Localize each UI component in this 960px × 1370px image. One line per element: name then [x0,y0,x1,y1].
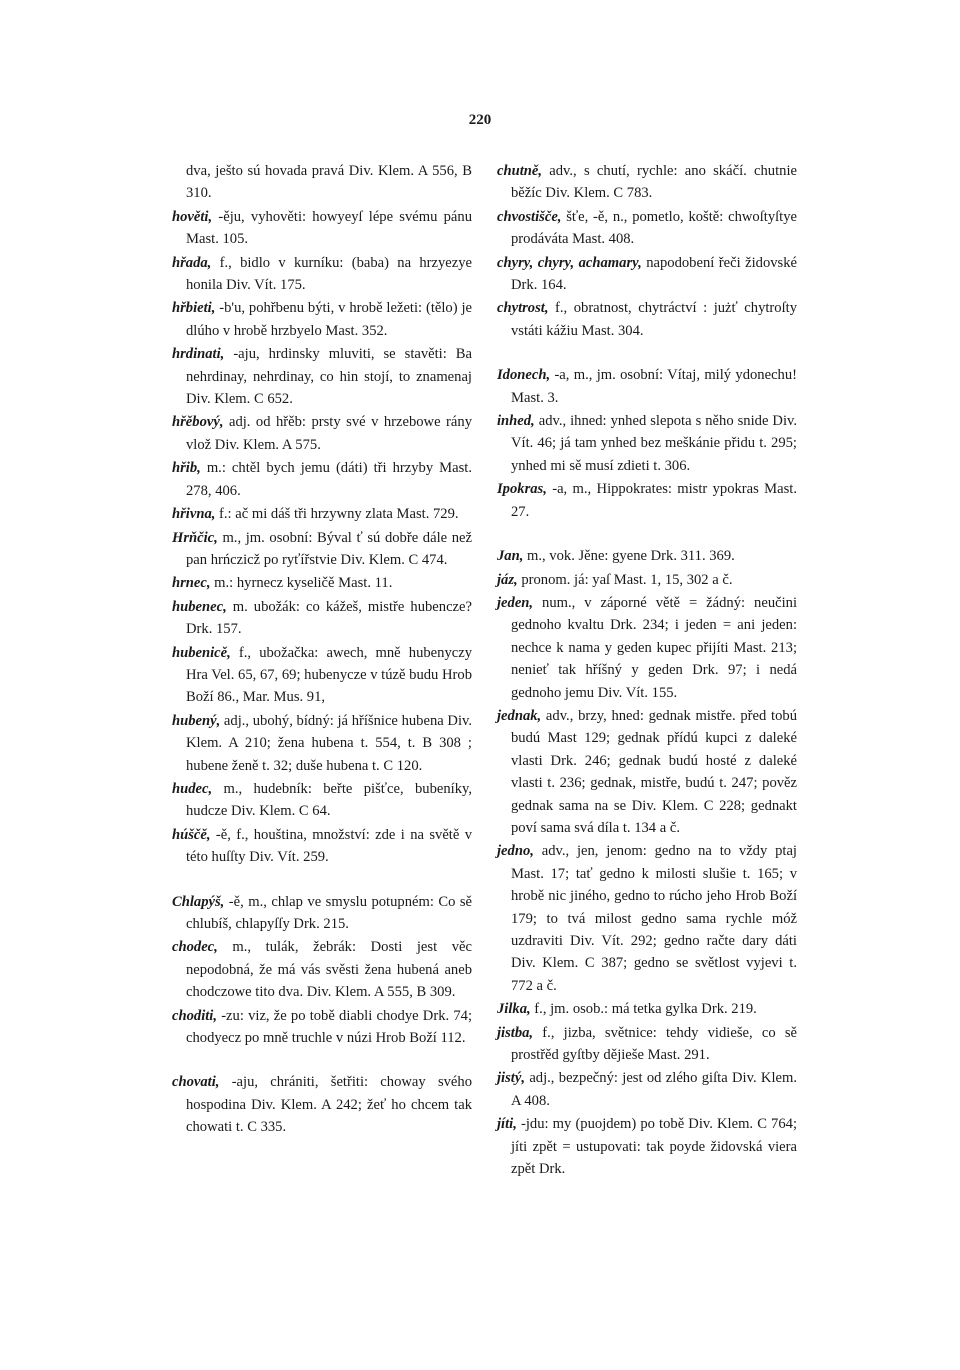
entry-headword: chytrost, [497,300,549,317]
dictionary-entry [497,410,797,477]
entry-headword: hubený, [172,712,221,729]
entry-definition: m., vok. Jěne: gyene Drk. 311. 369. [523,548,735,565]
dictionary-entry [172,457,472,502]
entry-definition: m., tulák, žebrák: Dosti jest věc nepodobná, že má vás svěsti žena hubená aneb chodczowe tito dva. Div. Klem. A 555, B 309. [186,939,472,1001]
dictionary-entry [497,705,797,839]
dictionary-entry [172,891,472,936]
page-number: 220 [468,112,492,128]
dictionary-entry [497,1067,797,1112]
entry-headword: hřěbový, [172,414,224,431]
dictionary-entry [172,824,472,869]
entry-definition: f., ubožačka: awech, mně hubenyczy Hra Vel. 65, 67, 69; hubenycze v túzě budu Hrob Boží 86., Mar. Mus. 91, [186,644,472,706]
entry-headword: inhed, [497,413,535,430]
right-column [497,160,797,1181]
entry-headword: hubenicě, [172,644,231,661]
dictionary-entry [497,364,797,409]
entry-definition: -jdu: my (puojdem) po tobě Div. Klem. C 764; jíti zpět = ustupovati: tak poyde židovská viera zpět Drk. [511,1116,797,1178]
entry-definition: adj. od hřěb: prsty své v hrzebowe rány vlož Div. Klem. A 575. [186,414,472,453]
entry-definition: m. ubožák: co kážeš, mistře hubencze? Drk. 157. [186,598,472,638]
entry-headword: Jilka, [497,1001,531,1018]
entry-headword: Hrňčic, [172,529,218,546]
dictionary-entry [497,1022,797,1067]
dictionary-entry [172,252,472,297]
entry-definition: adv., jen, jenom: gedno na to vždy ptaj Mast. 17; tať gedno k milosti slušie t. 165; v hrobě nic jiného, gedno to rúcho jeho Hrob Boží 179; to tvá milost gedno sama rychle móž uzdraviti Div. Vít. 292; gedno račte dary dáti Div. Klem. C 387; gedno se světlost vyjevi t. 772 a č. [511,843,797,994]
dictionary-entry [497,160,797,205]
entry-definition: m., hudebník: beřte pišťce, bubeníky, hudcze Div. Klem. C 64. [186,780,472,820]
dictionary-entry [172,206,472,251]
dictionary-entry [172,411,472,456]
entry-definition: -aju, chrániti, šetřiti: choway svého hospodina Div. Klem. A 242; žeť ho chcem tak chowati t. C 335. [186,1074,472,1136]
dictionary-entry [172,710,472,777]
entry-definition: num., v záporné větě = žádný: neučini gednoho kvaltu Drk. 234; i jeden = ani jeden: nechce k nama y geden kupec přijíti Mast. 213; nenieť tak hříšný y geden Drk. 97; i nedá gednoho jemu Div. Vít. 155. [511,594,797,701]
entry-headword: chodec, [172,939,218,956]
entry-definition: f., jm. osob.: má tetka gylka Drk. 219. [530,1001,757,1018]
entry-definition: šťe, -ě, n., pometlo, koště: chwoſtyſtye prodáváta Mast. 408. [511,208,797,248]
entry-headword: jáz, [497,571,518,588]
entry-headword: hrdinati, [172,346,225,363]
dictionary-entry [172,1071,472,1138]
entry-definition: -ě, f., houština, množství: zde i na světě v této huſſty Div. Vít. 259. [186,826,472,866]
entry-headword: hřada, [172,254,212,271]
dictionary-entry [497,592,797,704]
entry-definition: m.: chtěl bych jemu (dáti) tři hrzyby Mast. 278, 406. [186,460,472,499]
dictionary-entry [172,642,472,709]
dictionary-entry [172,343,472,410]
dictionary-entry [172,160,472,205]
entry-headword: chvostišče, [497,208,562,225]
dictionary-entry [172,572,472,594]
entry-headword: hřivna, [172,506,216,523]
dictionary-entry [497,252,797,297]
entry-definition: adv., ihned: ynhed slepota s něho snide Div. Vít. 46; já tam ynhed bez meškánie přidu t. 295; ynhed mi sě musí zdieti t. 306. [511,413,797,474]
entry-headword: hřib, [172,460,201,477]
entry-definition: -a, m., jm. osobní: Vítaj, milý ydonechu! Mast. 3. [511,367,797,406]
entry-headword: hověti, [172,208,213,225]
dictionary-entry [497,998,797,1020]
entry-headword: jednak, [497,707,542,724]
entry-definition: -b'u, pohřbenu býti, v hrobě ležeti: (tělo) je dlúho v hrobě hrzbyelo Mast. 352. [186,300,472,339]
dictionary-entry [497,545,797,567]
entry-definition: adv., brzy, hned: gednak mistře. před tobú budú Mast 129; gednak přídú kupci z daleké vlasti Drk. 246; gednak budú hosté z daleké vlasti t. 236; gednak, mistře, budú t. 247; pověz gednak sama na se Div. Klem. C 228; gednakt poví sama svá díla t. 134 a č. [511,707,797,836]
dictionary-entry [497,206,797,251]
entry-headword: chovati, [172,1074,220,1091]
dictionary-entry [172,936,472,1003]
entry-headword: chutně, [497,163,543,179]
entry-headword: hubenec, [172,598,227,615]
entry-headword: jistý, [497,1070,525,1087]
entry-definition: pronom. já: yaſ Mast. 1, 15, 302 a č. [517,571,733,588]
entry-definition: -ě, m., chlap ve smyslu potupném: Co sě chlubíš, chlapyſſy Drk. 215. [186,893,472,932]
entry-definition: f., bidlo v kurníku: (baba) na hrzyezye honila Div. Vít. 175. [186,254,472,294]
dictionary-entry [172,1005,472,1050]
entry-headword: húščě, [172,826,211,843]
entry-definition: m.: hyrnecz kyseličě Mast. 11. [210,575,393,592]
entry-definition: -aju, hrdinsky mluviti, se stavěti: Ba nehrdinay, nehrdinay, co hin stojí, to znamenaj Div. Klem. C 652. [186,346,472,408]
dictionary-entry [497,478,797,523]
entry-headword: Chlapýš, [172,893,225,910]
entry-definition: adj., bezpečný: jest od zlého giſta Div. Klem. A 408. [511,1070,797,1109]
dictionary-entry [497,297,797,342]
entry-definition: dva, ještо sú hovada pravá Div. Klem. A 556, B 310. [186,163,472,202]
entry-headword: jedno, [497,843,534,860]
entry-headword: jeden, [497,594,534,611]
entry-definition: napodobení řeči židovské Drk. 164. [511,254,797,294]
dictionary-entry [172,503,472,525]
entry-headword: jíti, [497,1116,517,1133]
entry-headword: hřbieti, [172,300,216,317]
entry-definition: f., obratnost, chytráctví : jużť chytroſty vstáti kážiu Mast. 304. [511,300,797,339]
dictionary-entry [172,778,472,823]
entry-definition: -zu: viz, že po tobě diabli chodye Drk. 74; chodyecz po mně truchle v núzi Hrob Boží 112. [186,1007,472,1047]
entry-headword: hrnec, [172,575,211,592]
entry-definition: adj., ubohý, bídný: já hříšnice hubena Div. Klem. A 210; žena hubena t. 554, t. B 308 ; hubene ženě t. 32; duše hubena t. C 120. [186,712,472,774]
entry-headword: jistba, [497,1024,534,1041]
dictionary-entry [497,569,797,591]
entry-headword: choditi, [172,1007,217,1024]
entry-headword: Jan, [497,548,524,565]
entry-definition: f.: ač mi dáš tři hrzywny zlata Mast. 729. [215,506,459,523]
entry-headword: Ipokras, [497,481,547,498]
entry-headword: hudec, [172,780,213,797]
dictionary-entry [172,297,472,342]
entry-definition: m., jm. osobní: Býval ť sú dobře dále než pan hrńczicž po ryťířstvie Div. Klem. C 474. [186,529,472,568]
entry-definition: f., jizba, světnice: tehdy vidieše, co sě prostřěd gyſtby dějieše Mast. 291. [511,1024,797,1064]
dictionary-entry [172,527,472,572]
entry-headword: Idonech, [497,367,551,384]
entry-definition: -ěju, vyhověti: howyeyſ lépe svému pánu Mast. 105. [186,208,472,248]
entry-definition: adv., s chutí, rychle: ano skáčí. chutnie běžíc Div. Klem. C 783. [511,163,797,202]
dictionary-entry [497,840,797,997]
entry-definition: -a, m., Hippokrates: mistr ypokras Mast. 27. [511,481,797,520]
entry-headword: chyry, chyry, achamary, [497,254,642,271]
dictionary-entry [497,1113,797,1180]
left-column [172,160,472,1140]
dictionary-entry [172,596,472,641]
